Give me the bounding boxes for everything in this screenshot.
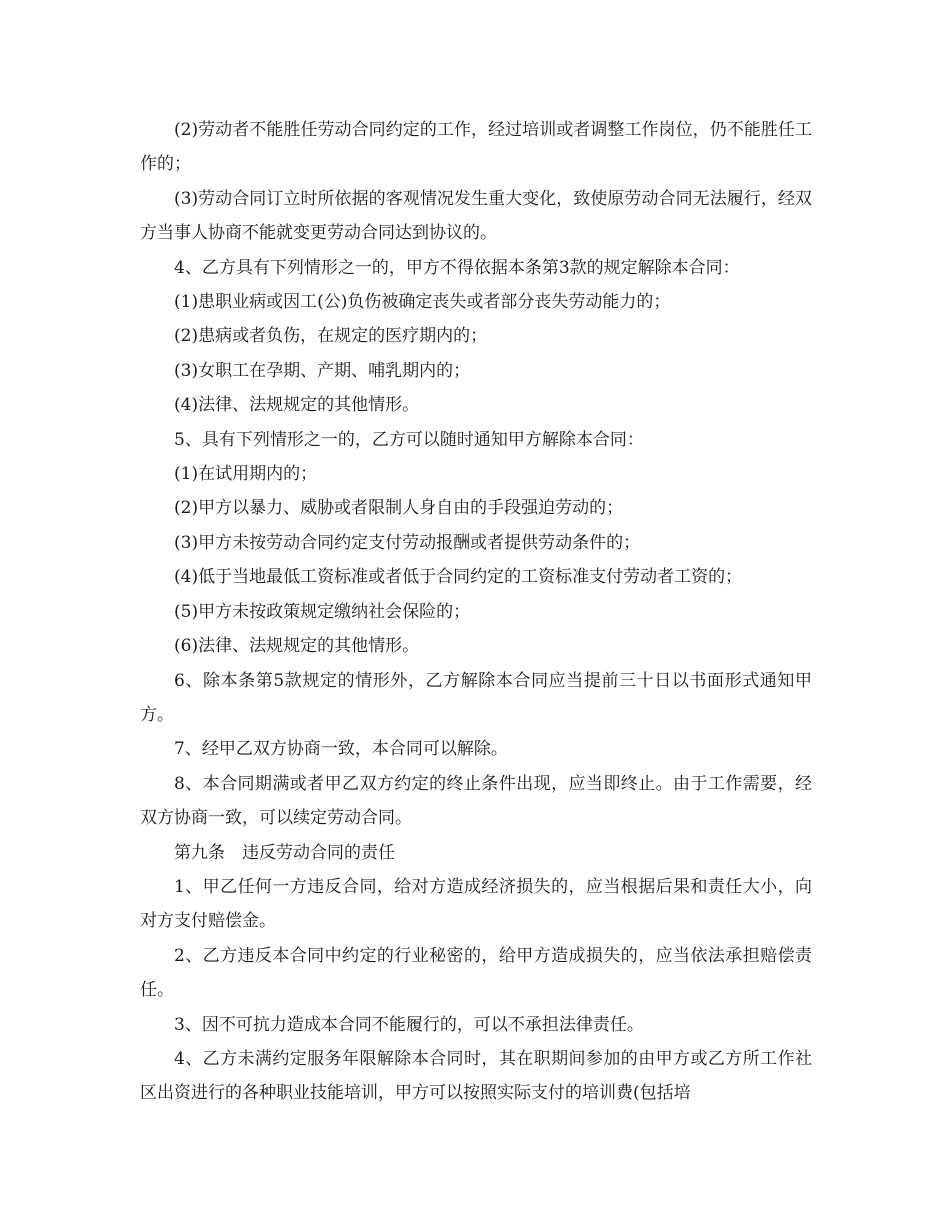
paragraph-9-3: 3、因不可抗力造成本合同不能履行的，可以不承担法律责任。 — [174, 1014, 644, 1035]
paragraph-9-2: 2、乙方违反本合同中约定的行业秘密的，给甲方造成损失的，应当依法承担赔偿责任。 — [140, 945, 812, 1001]
paragraph-5-5: (5)甲方未按政策规定缴纳社会保险的； — [174, 601, 471, 622]
paragraph-4-3: (3)女职工在孕期、产期、哺乳期内的； — [174, 360, 471, 381]
paragraph-clause-4: 4、乙方具有下列情形之一的，甲方不得依据本条第3款的规定解除本合同： — [174, 257, 740, 278]
paragraph-4-1: (1)患职业病或因工(公)负伤被确定丧失或者部分丧失劳动能力的； — [174, 292, 671, 313]
paragraph-clause-8: 8、本合同期满或者甲乙双方约定的终止条件出现，应当即终止。由于工作需要，经双方协商一致，可以续定劳动合同。 — [140, 773, 812, 829]
document-body — [140, 113, 812, 1111]
paragraph-clause-7: 7、经甲乙双方协商一致，本合同可以解除。 — [174, 739, 508, 760]
paragraph-4-4: (4)法律、法规规定的其他情形。 — [174, 395, 420, 416]
paragraph-9-1: 1、甲乙任何一方违反合同，给对方造成经济损失的，应当根据后果和责任大小，向对方支付赔偿金。 — [140, 876, 812, 932]
paragraph-5-4: (4)低于当地最低工资标准或者低于合同约定的工资标准支付劳动者工资的； — [174, 567, 743, 588]
section-heading-article-9: 第九条 违反劳动合同的责任 — [174, 842, 395, 863]
paragraph-clause-6: 6、除本条第5款规定的情形外，乙方解除本合同应当提前三十日以书面形式通知甲方。 — [140, 670, 812, 725]
paragraph-5-1: (1)在试用期内的； — [174, 464, 318, 485]
paragraph-2-1: (2)劳动者不能胜任劳动合同约定的工作，经过培训或者调整工作岗位，仍不能胜任工作的； — [140, 120, 812, 175]
paragraph-5-2: (2)甲方以暴力、威胁或者限制人身自由的手段强迫劳动的； — [174, 498, 624, 519]
paragraph-5-3: (3)甲方未按劳动合同约定支付劳动报酬或者提供劳动条件的； — [174, 532, 641, 553]
paragraph-clause-5: 5、具有下列情形之一的，乙方可以随时通知甲方解除本合同： — [174, 429, 644, 450]
paragraph-9-4: 4、乙方未满约定服务年限解除本合同时，其在职期间参加的由甲方或乙方所工作社区出资进行的各种职业技能培训，甲方可以按照实际支付的培训费(包括培 — [140, 1048, 812, 1104]
paragraph-2-2: (3)劳动合同订立时所依据的客观情况发生重大变化，致使原劳动合同无法履行，经双方当事人协商不能就变更劳动合同达到协议的。 — [140, 188, 812, 244]
paragraph-5-6: (6)法律、法规规定的其他情形。 — [174, 636, 420, 657]
paragraph-4-2: (2)患病或者负伤，在规定的医疗期内的； — [174, 326, 488, 347]
